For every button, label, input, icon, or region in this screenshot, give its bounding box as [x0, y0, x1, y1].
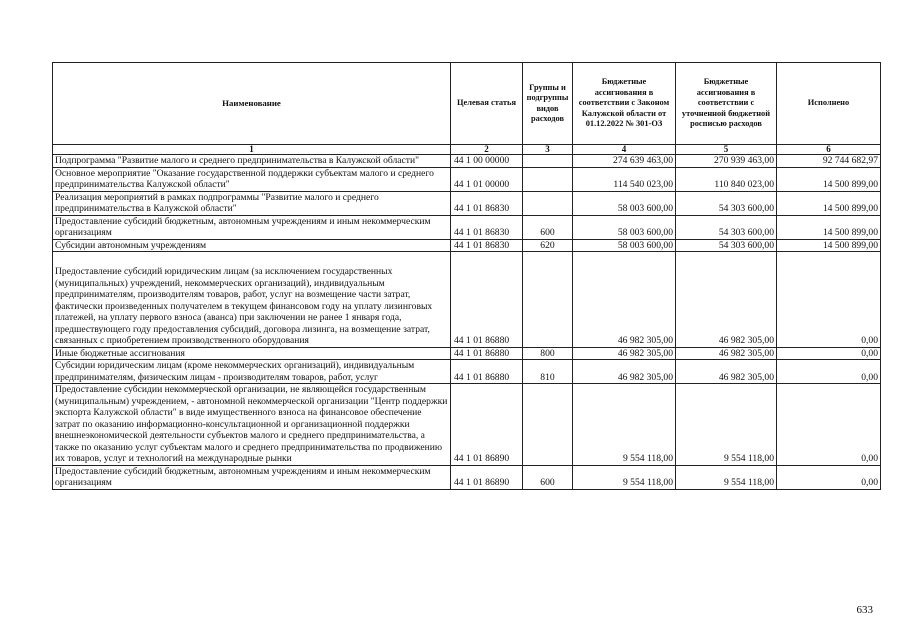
- row-executed: 14 500 899,00: [777, 191, 881, 215]
- row-name: Предоставление субсидий бюджетным, автономным учреждениям и иным некоммерческим организациям: [53, 215, 451, 239]
- table-row: [53, 215, 881, 239]
- row-name: Предоставление субсидий бюджетным, автономным учреждениям и иным некоммерческим организациям: [53, 465, 451, 489]
- table-row: [53, 252, 881, 348]
- row-expense-group: [523, 384, 573, 466]
- row-revised-allocation: 46 982 305,00: [676, 360, 777, 384]
- row-name: Иные бюджетные ассигнования: [53, 347, 451, 360]
- row-revised-allocation: 110 840 023,00: [676, 167, 777, 191]
- row-target-article: 44 1 01 86890: [451, 465, 523, 489]
- column-number: 1: [53, 145, 451, 155]
- row-target-article: 44 1 01 86890: [451, 384, 523, 466]
- column-number: 3: [523, 145, 573, 155]
- row-executed: 0,00: [777, 384, 881, 466]
- column-number: 6: [777, 145, 881, 155]
- row-executed: 14 500 899,00: [777, 167, 881, 191]
- row-law-allocation: 9 554 118,00: [573, 384, 676, 466]
- row-executed: 0,00: [777, 360, 881, 384]
- row-law-allocation: 58 003 600,00: [573, 191, 676, 215]
- row-executed: 0,00: [777, 347, 881, 360]
- row-law-allocation: 58 003 600,00: [573, 215, 676, 239]
- row-revised-allocation: 54 303 600,00: [676, 191, 777, 215]
- row-name: Субсидии юридическим лицам (кроме некоммерческих организаций), индивидуальным предпринимателям, физическим лицам - производителям товаров, работ, услуг: [53, 360, 451, 384]
- row-revised-allocation: 270 939 463,00: [676, 155, 777, 168]
- table-row: [53, 465, 881, 489]
- row-name: Реализация мероприятий в рамках подпрограммы "Развитие малого и среднего предпринимательства в Калужской области": [53, 191, 451, 215]
- row-target-article: 44 1 01 86830: [451, 215, 523, 239]
- row-revised-allocation: 9 554 118,00: [676, 465, 777, 489]
- row-revised-allocation: 46 982 305,00: [676, 347, 777, 360]
- table-row: [53, 384, 881, 466]
- row-expense-group: 800: [523, 347, 573, 360]
- row-target-article: 44 1 01 86830: [451, 191, 523, 215]
- row-law-allocation: 46 982 305,00: [573, 252, 676, 348]
- table-header-row: [53, 63, 881, 145]
- row-target-article: 44 1 01 86880: [451, 347, 523, 360]
- row-expense-group: 620: [523, 239, 573, 252]
- row-executed: 0,00: [777, 465, 881, 489]
- header-target-article: Целевая статья: [451, 63, 523, 145]
- row-name: Предоставление субсидий юридическим лицам (за исключением государственных (муниципальных) учреждений, некоммерческих организаций), индивидуальным предпринимателям, производителям товаров, работ, услуг на возмещение части затрат, фактически произведенных получателем в текущем финансовом году на уплату лизинговых платежей, на уплату первого взноса (аванса) при заключении не ранее 1 января года, предшествующего году предоставления субсидий, договора лизинга, на возмещение затрат, связанных с приобретением производственного оборудования: [53, 252, 451, 348]
- header-law-allocations: Бюджетные ассигнования в соответствии с Законом Калужской области от 01.12.2022 № 301-ОЗ: [573, 63, 676, 145]
- row-executed: 14 500 899,00: [777, 239, 881, 252]
- column-number-row: [53, 145, 881, 155]
- row-target-article: 44 1 01 86830: [451, 239, 523, 252]
- row-target-article: 44 1 00 00000: [451, 155, 523, 168]
- row-law-allocation: 46 982 305,00: [573, 360, 676, 384]
- column-number: 4: [573, 145, 676, 155]
- header-name: Наименование: [53, 63, 451, 145]
- row-revised-allocation: 54 303 600,00: [676, 239, 777, 252]
- row-expense-group: [523, 191, 573, 215]
- row-law-allocation: 274 639 463,00: [573, 155, 676, 168]
- page-number: 633: [856, 604, 873, 616]
- header-expense-groups: Группы и подгруппы видов расходов: [523, 63, 573, 145]
- row-name: Субсидии автономным учреждениям: [53, 239, 451, 252]
- table-body: [53, 155, 881, 490]
- budget-table-sheet: [52, 62, 880, 490]
- header-executed: Исполнено: [777, 63, 881, 145]
- column-number: 5: [676, 145, 777, 155]
- row-expense-group: [523, 252, 573, 348]
- header-revised-allocations: Бюджетные ассигнования в соответствии с уточненной бюджетной росписью расходов: [676, 63, 777, 145]
- row-expense-group: 600: [523, 215, 573, 239]
- row-law-allocation: 114 540 023,00: [573, 167, 676, 191]
- row-expense-group: [523, 167, 573, 191]
- row-revised-allocation: 9 554 118,00: [676, 384, 777, 466]
- table-row: [53, 360, 881, 384]
- row-law-allocation: 9 554 118,00: [573, 465, 676, 489]
- row-executed: 14 500 899,00: [777, 215, 881, 239]
- row-expense-group: [523, 155, 573, 168]
- row-name: Предоставление субсидии некоммерческой организации, не являющейся государственным (муниципальным) учреждением, - автономной некоммерческой организации "Центр поддержки экспорта Калужской области" в виде имущественного взноса на финансовое обеспечение затрат по оказанию информационно-консультационной и организационной поддержки внешнеэкономической деятельности субъектов малого и среднего предпринимательства, а также по оказанию услуг субъектам малого и среднего предпринимательства по продвижению их товаров, услуг и технологий на международные рынки: [53, 384, 451, 466]
- row-expense-group: 600: [523, 465, 573, 489]
- table-row: [53, 191, 881, 215]
- table-row: [53, 347, 881, 360]
- row-law-allocation: 46 982 305,00: [573, 347, 676, 360]
- row-executed: 92 744 682,97: [777, 155, 881, 168]
- table-row: [53, 155, 881, 168]
- row-target-article: 44 1 01 86880: [451, 360, 523, 384]
- row-revised-allocation: 46 982 305,00: [676, 252, 777, 348]
- row-executed: 0,00: [777, 252, 881, 348]
- row-target-article: 44 1 01 86880: [451, 252, 523, 348]
- budget-table: [52, 62, 881, 490]
- row-name: Подпрограмма "Развитие малого и среднего предпринимательства в Калужской области": [53, 155, 451, 168]
- row-law-allocation: 58 003 600,00: [573, 239, 676, 252]
- table-row: [53, 239, 881, 252]
- row-name: Основное мероприятие "Оказание государственной поддержки субъектам малого и среднего предпринимательства Калужской области": [53, 167, 451, 191]
- table-row: [53, 167, 881, 191]
- row-target-article: 44 1 01 00000: [451, 167, 523, 191]
- row-expense-group: 810: [523, 360, 573, 384]
- column-number: 2: [451, 145, 523, 155]
- row-revised-allocation: 54 303 600,00: [676, 215, 777, 239]
